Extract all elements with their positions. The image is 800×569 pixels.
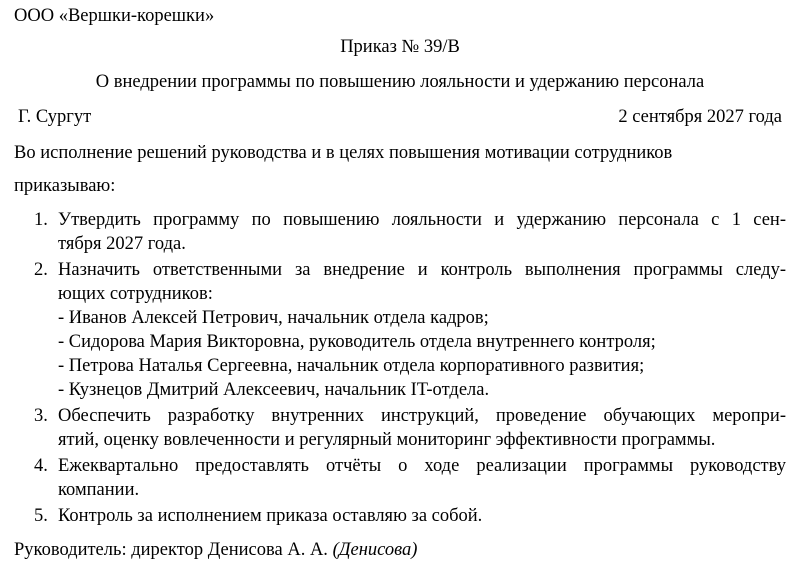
item-number: 1. xyxy=(34,210,48,230)
item-text-line: Ежеквартально предоставлять отчёты о ходе реализации программы руководству xyxy=(58,456,786,476)
order-word: приказываю: xyxy=(14,176,116,196)
item-number: 2. xyxy=(34,260,48,280)
item-text-line: Обеспечить разработку внутренних инструкций, проведение обучающих меропри- xyxy=(58,406,786,426)
item-text-line: Утвердить программу по повышению лояльности и удержанию персонала с 1 сен- xyxy=(58,210,786,230)
organization-name: ООО «Вершки-корешки» xyxy=(14,6,215,26)
item-text-line: компании. xyxy=(58,480,140,500)
signature-name: (Денисова) xyxy=(332,540,418,560)
order-title: Приказ № 39/В xyxy=(340,37,460,57)
item-text-line: Назначить ответственными за внедрение и контроль выполнения программы следу- xyxy=(58,260,786,280)
item-text-line: тября 2027 года. xyxy=(58,234,186,254)
city: Г. Сургут xyxy=(18,107,92,127)
signature-block xyxy=(14,538,417,562)
responsible-person: - Иванов Алексей Петрович, начальник отдела кадров; xyxy=(58,308,489,328)
order-subject: О внедрении программы по повышению лояльности и удержанию персонала xyxy=(95,72,705,92)
preamble: Во исполнение решений руководства и в целях повышения мотивации сотрудников xyxy=(14,143,673,163)
item-text-line: ятий, оценку вовлеченности и регулярный мониторинг эффективности программы. xyxy=(58,430,716,450)
responsible-person: - Кузнецов Дмитрий Алексеевич, начальник IT-отдела. xyxy=(58,380,490,400)
order-date: 2 сентября 2027 года xyxy=(618,107,782,127)
item-text-line: ющих сотрудников: xyxy=(58,284,213,304)
item-text-line: Контроль за исполнением приказа оставляю за собой. xyxy=(58,506,483,526)
item-number: 4. xyxy=(34,456,48,476)
responsible-person: - Сидорова Мария Викторовна, руководитель отдела внутреннего контроля; xyxy=(58,332,656,352)
item-number: 3. xyxy=(34,406,48,426)
item-number: 5. xyxy=(34,506,48,526)
signature-label: Руководитель: директор Денисова А. А. xyxy=(14,540,328,560)
responsible-person: - Петрова Наталья Сергеевна, начальник отдела корпоративного развития; xyxy=(58,356,645,376)
